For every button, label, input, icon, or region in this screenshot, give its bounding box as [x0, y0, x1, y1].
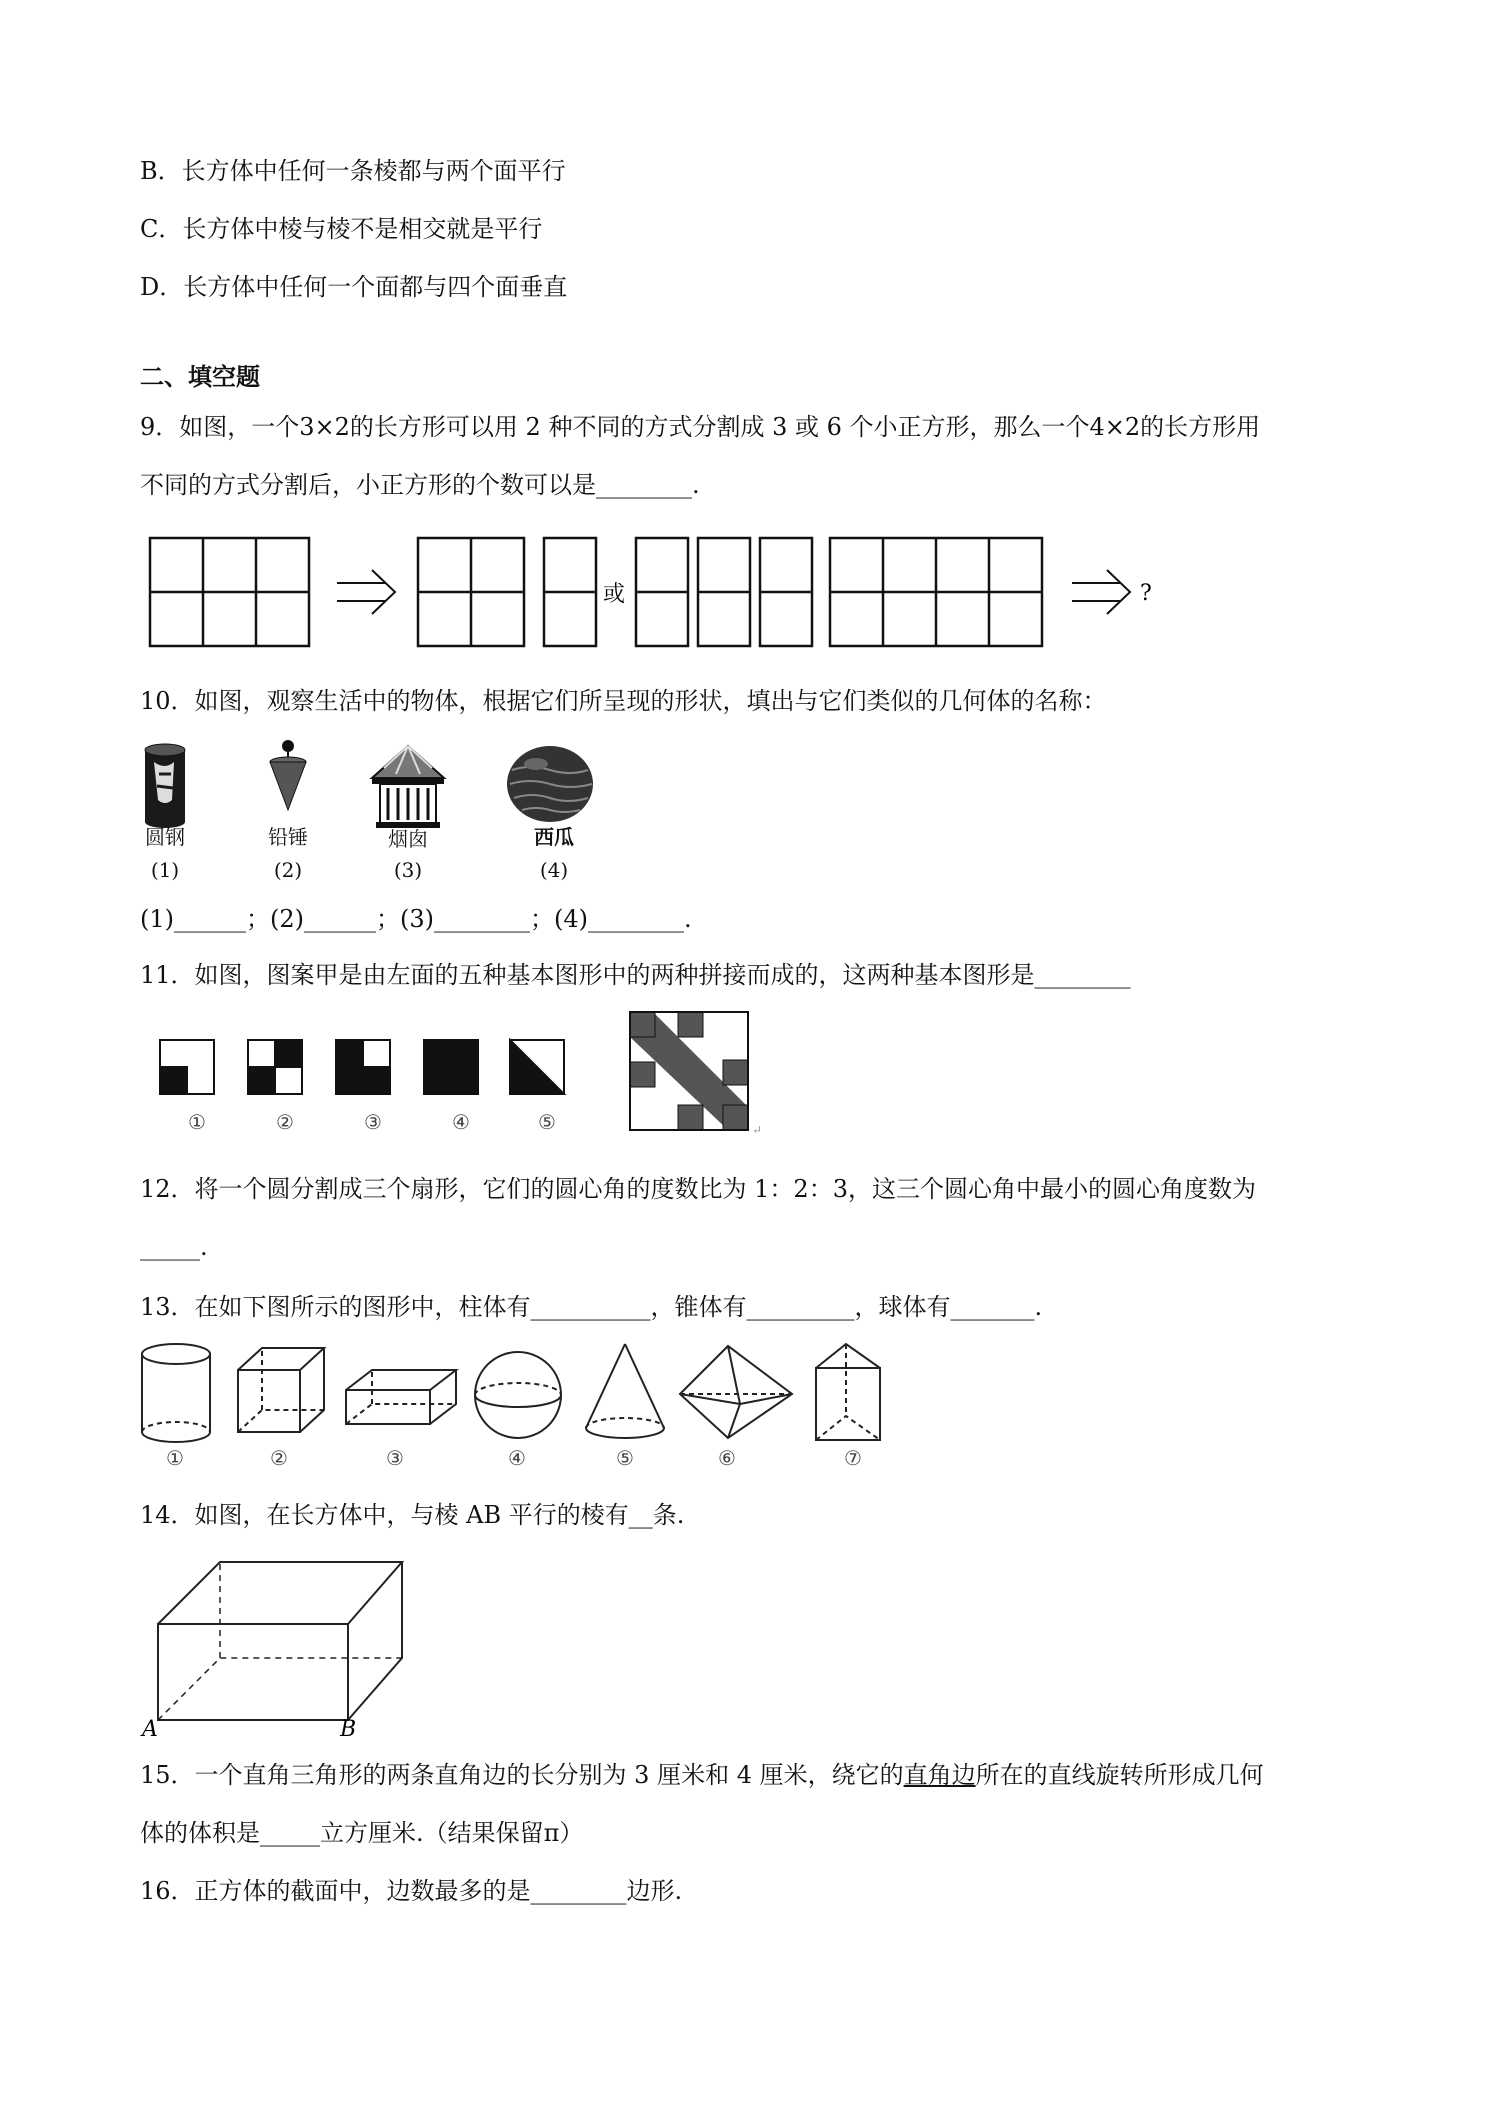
q15-line1-post: 所在的直线旋转所形成几何	[975, 1761, 1264, 1789]
chimney-icon	[372, 746, 444, 828]
q13-label-3: ③	[386, 1446, 404, 1470]
q16-text: 16．正方体的截面中，边数最多的是________边形.	[140, 1877, 683, 1905]
watermelon-icon	[507, 746, 593, 822]
svg-text:↵: ↵	[752, 1123, 763, 1137]
q13-label-4: ④	[508, 1446, 526, 1470]
q13-label-1: ①	[166, 1446, 184, 1470]
q10-item-4-num: (4)	[539, 858, 569, 882]
q9-figure	[140, 528, 1180, 650]
q15-line1-pre: 15．一个直角三角形的两条直角边的长分别为 3 厘米和 4 厘米，绕它的	[140, 1761, 904, 1789]
q9-line2: 不同的方式分割后，小正方形的个数可以是________.	[140, 471, 700, 499]
option-c: C．长方体中棱与棱不是相交就是平行	[140, 215, 543, 243]
q9-question-mark: ?	[1140, 581, 1152, 606]
plumb-bob-icon	[270, 740, 306, 810]
q10-answer-line: (1)______；(2)______；(3)________；(4)________.	[140, 905, 692, 933]
q11-label-4: ④	[452, 1110, 470, 1134]
q13-figure	[140, 1340, 900, 1450]
q11-label-2: ②	[276, 1110, 294, 1134]
q10-item-4-name: 西瓜	[534, 825, 574, 849]
q13-label-7: ⑦	[844, 1446, 862, 1470]
q13-label-5: ⑤	[616, 1446, 634, 1470]
q10-item-2-num: (2)	[273, 858, 303, 882]
q14-cuboid-figure	[140, 1548, 430, 1738]
q15-line2: 体的体积是_____立方厘米.（结果保留π）	[140, 1819, 584, 1847]
q13-text: 13．在如下图所示的图形中，柱体有__________，锥体有_________，球体有_______.	[140, 1293, 1043, 1321]
q14-label-a: A	[142, 1717, 158, 1738]
q9-or-text: 或	[603, 582, 626, 607]
q12-line1: 12．将一个圆分割成三个扇形，它们的圆心角的度数比为 1：2：3，这三个圆心角中最小的圆心角度数为	[140, 1175, 1256, 1203]
q10-item-3-name: 烟囱	[388, 827, 428, 851]
q14-text: 14．如图，在长方体中，与棱 AB 平行的棱有__条.	[140, 1501, 685, 1529]
q9-line1: 9．如图，一个3×2的长方形可以用 2 种不同的方式分割成 3 或 6 个小正方形，那么一个4×2的长方形用	[140, 413, 1261, 441]
q13-label-2: ②	[270, 1446, 288, 1470]
q15-underlined-term: 直角边	[903, 1761, 976, 1789]
q11-label-3: ③	[364, 1110, 382, 1134]
q14-label-b: B	[340, 1717, 357, 1738]
q10-text: 10．如图，观察生活中的物体，根据它们所呈现的形状，填出与它们类似的几何体的名称：	[140, 687, 1107, 715]
section-title: 二、填空题	[140, 362, 260, 391]
q10-item-3-num: (3)	[393, 858, 423, 882]
q11-label-1: ①	[188, 1110, 206, 1134]
q13-label-6: ⑥	[718, 1446, 736, 1470]
q11-text: 11．如图，图案甲是由左面的五种基本图形中的两种拼接而成的，这两种基本图形是________	[140, 961, 1131, 989]
q10-item-1-name: 圆钢	[145, 825, 185, 849]
q10-item-1-num: (1)	[150, 858, 180, 882]
q10-item-2-name: 铅锤	[268, 825, 308, 849]
option-d: D．长方体中任何一个面都与四个面垂直	[140, 273, 568, 301]
q12-line2: _____.	[140, 1233, 208, 1261]
round-steel-icon	[145, 744, 185, 828]
option-b: B．长方体中任何一条棱都与两个面平行	[140, 157, 566, 185]
q15-line1	[140, 1760, 1264, 1790]
pattern-jia	[630, 1012, 748, 1130]
q10-figure	[140, 740, 620, 836]
q11-label-5: ⑤	[538, 1110, 556, 1134]
